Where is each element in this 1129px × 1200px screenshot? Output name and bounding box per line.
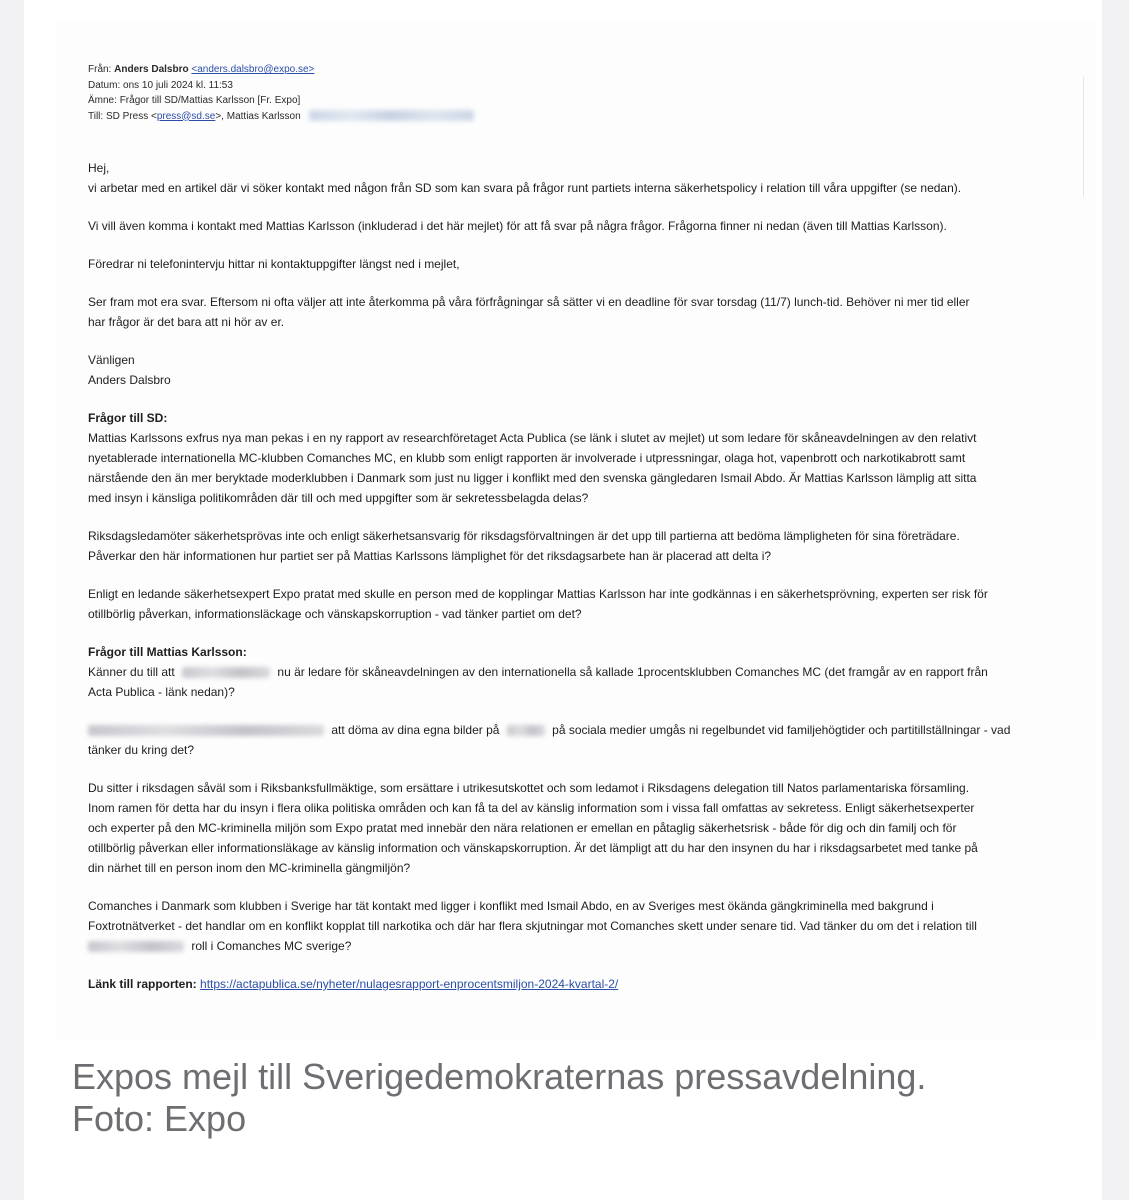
date-value: ons 10 juli 2024 kl. 11:53	[123, 79, 233, 91]
mk-q4-line: Comanches i Danmark som klubben i Sverige har tät kontakt med ligger i konflikt med Ismail Abdo, en av Sveriges mest ökända gängkriminella med bakgrund i	[88, 899, 934, 913]
caption-line: Expos mejl till Sverigedemokraternas pressavdelning.	[72, 1056, 927, 1097]
image-caption	[72, 1056, 1112, 1140]
date-row: Datum: ons 10 juli 2024 kl. 11:53	[88, 79, 233, 91]
mk-q4-line: Foxtrotnätverket - det handlar om en konflikt kopplat till narkotika och där har flera skjutningar mot Comanches skett under senare tid. Vad tänker du om det i relation till	[88, 919, 977, 933]
link-label: Länk till rapporten:	[88, 977, 197, 991]
subject-value: Frågor till SD/Mattias Karlsson [Fr. Expo]	[119, 95, 301, 106]
report-link[interactable]: https://actapublica.se/nyheter/nulagesrapport-enprocentsmiljon-2024-kvartal-2/	[200, 977, 619, 991]
email-body	[88, 158, 1088, 994]
paragraph-deadline-1: Ser fram mot era svar. Eftersom ni ofta väljer att inte återkomma på våra förfrågningar så sätter vi en deadline för svar torsdag (11/7) lunch-tid. Behöver ni mer tid eller	[88, 295, 970, 309]
mk-q2-line: att döma av dina egna bilder på på sociala medier umgås ni regelbundet vid familjehögtider och partitillställningar - vad	[88, 720, 1088, 740]
greeting: Hej,	[88, 161, 110, 175]
mk-q4-line: roll i Comanches MC sverige?	[88, 936, 1088, 956]
email-screenshot	[56, 22, 1096, 1040]
intro-paragraph: vi arbetar med en artikel där vi söker kontakt med någon från SD som kan svara på frågor runt partiets interna säkerhetspolicy i relation till våra uppgifter (se nedan).	[88, 181, 962, 195]
redacted-name	[507, 725, 545, 736]
from-email[interactable]: <anders.dalsbro@expo.se>	[191, 64, 315, 75]
sd-q2-line: Påverkar den här informationen hur partiet ser på Mattias Karlssons lämplighet för det riksdagsarbete han är placerad att delta i?	[88, 549, 772, 563]
paragraph-contact: Vi vill även komma i kontakt med Mattias Karlsson (inkluderad i det här mejlet) för att få svar på några frågor. Frågorna finner ni nedan (även till Mattias Karlsson).	[88, 219, 947, 233]
sd-q1-line: närstående den än mer beryktade moderklubben i Danmark som just nu ligger i konflikt med den svenska gängledaren Ismail Abdo. Är Mattias Karlsson lämplig att sitta	[88, 471, 977, 485]
redacted-email	[309, 110, 474, 121]
redacted-name	[182, 667, 270, 678]
sd-q1-line: Mattias Karlssons exfrus nya man pekas i en ny rapport av researchföretaget Acta Publica (se länk i slutet av mejlet) ut som ledare för skåneavdelningen av den relativt	[88, 431, 977, 445]
mk-q3-line: Inom ramen för detta har du insyn i flera olika politiska områden och kan få ta del av känslig information som i vissa fall omfattas av sekretess. Enligt säkerhetsexperter	[88, 801, 975, 815]
mk-q3-line: din närhet till en person inom den MC-kriminella gängmiljön?	[88, 861, 411, 875]
caption-credit: Foto: Expo	[72, 1098, 247, 1139]
mk-q3-line: Du sitter i riksdagen såväl som i Riksbanksfullmäktige, som ersättare i utrikesutskottet och som ledamot i Riksdagens delegation till Natos parlamentariska församling.	[88, 781, 970, 795]
sd-q1-line: nyetablerade internationella MC-klubben Comanches MC, en klubb som enligt rapporten är involverade i utpressningar, olaga hot, vapenbrott och narkotikabrott samt	[88, 451, 966, 465]
from-name: Anders Dalsbro	[114, 64, 189, 75]
article-card	[24, 0, 1102, 1200]
mk-q2-line: tänker du kring det?	[88, 743, 195, 757]
from-row: Från: Anders Dalsbro <anders.dalsbro@expo.se>	[88, 64, 315, 75]
mk-q3-line: otillbörlig påverkan eller informationsläkage av känslig information och vänskapskorruption. Är det lämpligt att du har den insynen du har i riksdagsarbetet med tanke på	[88, 841, 978, 855]
email-header	[88, 62, 474, 124]
sd-questions-heading: Frågor till SD:	[88, 411, 168, 425]
signoff: Vänligen	[88, 353, 135, 367]
redacted-text	[88, 725, 324, 736]
mk-q1-line: Acta Publica - länk nedan)?	[88, 685, 235, 699]
mk-q1-line: Känner du till att nu är ledare för skåneavdelningen av den internationella så kallade 1procentsklubben Comanches MC (det framgår av en rapport från	[88, 665, 988, 679]
redacted-name	[88, 941, 184, 952]
report-link-row	[88, 974, 1088, 994]
mk-questions-heading: Frågor till Mattias Karlsson:	[88, 645, 247, 659]
paragraph-phone: Föredrar ni telefonintervju hittar ni kontaktuppgifter längst ned i mejlet,	[88, 257, 460, 271]
to-email[interactable]: press@sd.se	[156, 110, 216, 122]
mk-q3-line: och experter på den MC-kriminella miljön som Expo pratat med innebär den nära relationen er emellan en påtaglig säkerhetsrisk - både för dig och din familj och för	[88, 821, 957, 835]
sd-q3-line: Enligt en ledande säkerhetsexpert Expo pratat med skulle en person med de kopplingar Mattias Karlsson har inte godkännas i en säkerhetsprövning, experten ser risk för	[88, 587, 988, 601]
sd-q1-line: med insyn i känsliga politikområden där till och med uppgifter som är sekretessbelagda delas?	[88, 491, 589, 505]
signature: Anders Dalsbro	[88, 373, 171, 387]
subject-row: Ämne: Frågor till SD/Mattias Karlsson [Fr. Expo]	[88, 95, 301, 106]
to-row: Till: SD Press <press@sd.se>, Mattias Karlsson	[88, 109, 474, 125]
sd-q2-line: Riksdagsledamöter säkerhetsprövas inte och enligt säkerhetsansvarig för riksdagsförvaltningen är det upp till partierna att bedöma lämpligheten för sina företrädare.	[88, 529, 960, 543]
paragraph-deadline-2: har frågor är det bara att ni hör av er.	[88, 315, 285, 329]
sd-q3-line: otillbörlig påverkan, informationsläckage och vänskapskorruption - vad tänker partiet om det?	[88, 607, 582, 621]
